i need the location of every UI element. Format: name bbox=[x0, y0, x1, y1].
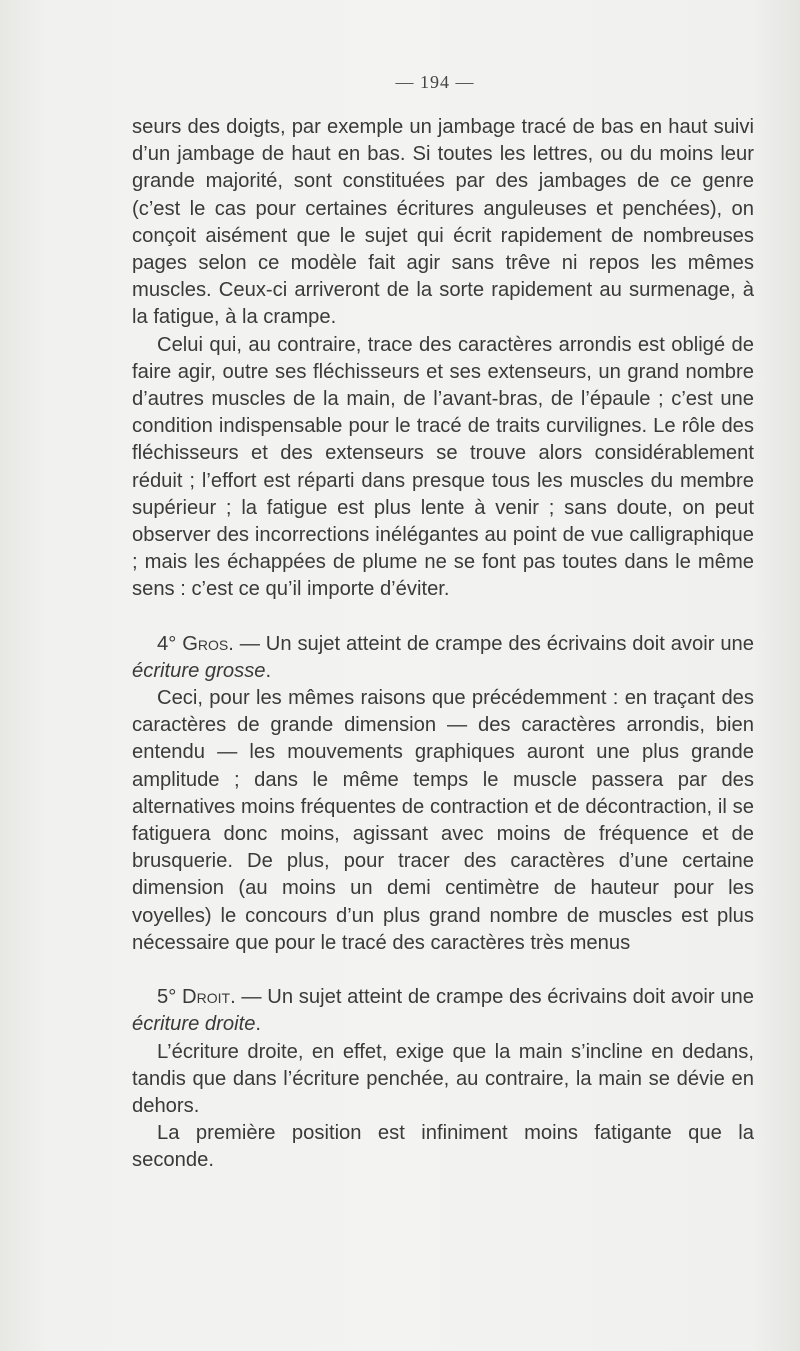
section-heading: Gros bbox=[182, 632, 229, 655]
section-emphasis: écriture grosse bbox=[132, 659, 266, 682]
section-5-droit bbox=[132, 984, 754, 1038]
paragraph-droit-explanation: L’écriture droite, en effet, exige que la main s’incline en dedans, tandis que dans l’écriture penchée, au contraire, la main se dévie en dehors. bbox=[132, 1040, 754, 1117]
paragraph-gros-explanation: Ceci, pour les mêmes raisons que précédemment : en traçant des caractères de grande dimension — des caractères arrondis, bien entendu — les mouvements graphiques auront une plus grande amplitude ; dans le même temps le muscle passera par des alternatives moins fréquentes de contraction et de décontraction, il se fatiguera donc moins, agissant avec moins de fréquence et de brusquerie. De plus, pour tracer des caractères d’une certaine dimension (au moins un demi centimètre de hauteur pour les voyelles) le concours d’un plus grand nombre de muscles est plus nécessaire que pour le tracé des caractères très menus bbox=[132, 687, 754, 954]
section-dash: . — bbox=[230, 986, 268, 1009]
section-heading: Droit bbox=[182, 986, 231, 1009]
paragraph-continuation: seurs des doigts, par exemple un jambage tracé de bas en haut suivi d’un jambage de haut en bas. Si toutes les lettres, ou du moins leur grande majorité, sont constituées par des jambages de ce genre (c’est le cas pour certaines écritures anguleuses et penchées), on conçoit aisément que le sujet qui écrit rapidement de nombreuses pages selon ce modèle fait agir sans trêve ni repos les mêmes muscles. Ceux-ci arriveront de la sorte rapidement au surmenage, à la fatigue, à la crampe. bbox=[132, 116, 754, 329]
body-text bbox=[132, 114, 754, 1175]
paragraph-conclusion: La première position est infiniment moins fatigante que la seconde. bbox=[132, 1122, 754, 1172]
section-number: 4° bbox=[157, 632, 177, 655]
paragraph-rounded-characters: Celui qui, au contraire, trace des caractères arrondis est obligé de faire agir, outre ses fléchisseurs et ses extenseurs, un grand nombre d’autres muscles de la main, de l’avant-bras, de l’épaule ; c’est une condition indispensable pour le tracé de traits curvilignes. Le rôle des fléchisseurs et des extenseurs se trouve alors considérablement réduit ; l’effort est réparti dans presque tous les muscles du membre supérieur ; la fatigue est plus lente à venir ; sans doute, on peut observer des incorrections inélégantes au point de vue calligraphique ; mais les échappées de plume ne se font pas toutes dans le même sens : c’est ce qu’il importe d’éviter. bbox=[132, 333, 754, 601]
section-end: . bbox=[265, 659, 272, 682]
page-number: — 194 — bbox=[395, 72, 475, 92]
section-number: 5° bbox=[157, 986, 177, 1009]
section-text: Un sujet atteint de crampe des écrivains doit avoir une bbox=[267, 986, 755, 1009]
section-dash: . — bbox=[228, 632, 266, 655]
section-emphasis: écriture droite bbox=[132, 1013, 256, 1036]
section-text: Un sujet atteint de crampe des écrivains doit avoir une bbox=[265, 632, 755, 655]
section-end: . bbox=[255, 1013, 262, 1036]
section-4-gros bbox=[132, 631, 754, 685]
